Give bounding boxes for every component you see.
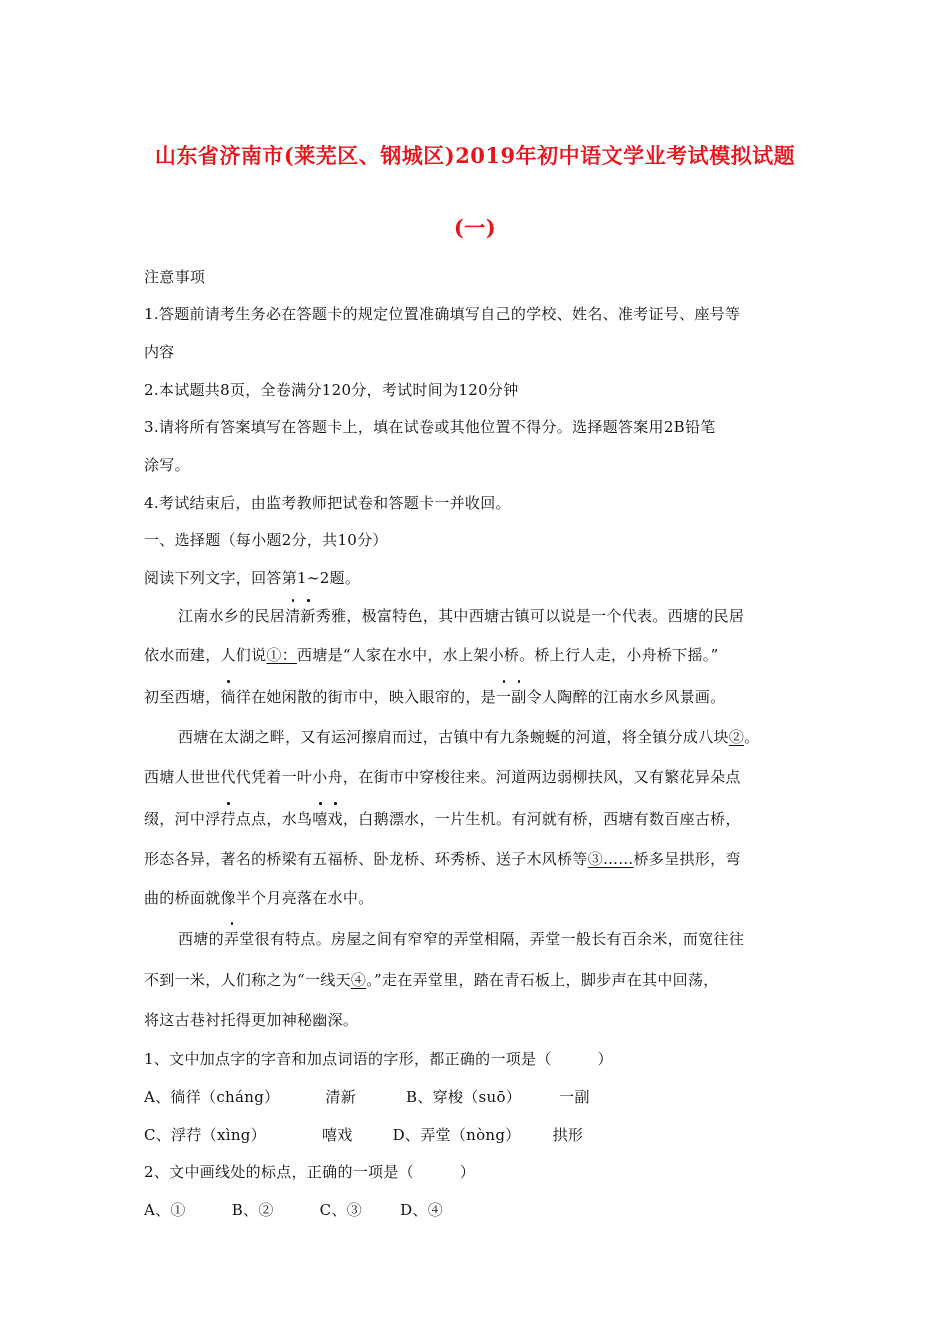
dotted-char: 戏 (327, 810, 343, 828)
passage-line (178, 726, 759, 747)
reading-instruction: 阅读下列文字，回答第1~2题。 (144, 569, 361, 587)
passage-line: 曲的桥面就像半个月亮落在水中。 (144, 889, 374, 907)
dotted-char: 徜 (220, 688, 236, 706)
text-segment: 初至西塘， (144, 688, 221, 706)
text-segment: 西塘是“人家在水中，水上架小桥。桥上行人走，小舟桥下摇。” (297, 646, 719, 664)
dotted-char: 新 (300, 607, 316, 625)
option-a-word: 清新 (325, 1088, 357, 1106)
dotted-char: 嘻 (312, 810, 328, 828)
exam-title: 山东省济南市(莱芜区、钢城区)2019年初中语文学业考试模拟试题 (154, 143, 796, 168)
option-b: B、穿梭（suō） (406, 1088, 522, 1106)
notes-heading: 注意事项 (144, 268, 206, 286)
option-b: B、② (231, 1201, 274, 1219)
question-1-options-cd (144, 1124, 583, 1145)
option-d: D、弄堂（nòng） (392, 1126, 521, 1144)
text-segment: 江南水乡的民居 (178, 607, 286, 625)
question-2-options (144, 1199, 443, 1220)
text-segment: 令人陶醉的江南水乡风景画。 (526, 688, 726, 706)
note-4: 4.考试结束后，由监考教师把试卷和答题卡一并收回。 (144, 494, 511, 512)
question-2: 2、文中画线处的标点，正确的一项是（ ） (144, 1163, 476, 1181)
exam-title-number: (一) (453, 215, 497, 240)
dotted-char: 弄 (223, 930, 240, 948)
option-a: A、① (144, 1201, 186, 1219)
option-c-word: 嘻戏 (322, 1126, 353, 1144)
text-segment: 西塘在太湖之畔，又有运河擦肩而过，古镇中有九条蜿蜒的河道，将全镇分成八块 (178, 728, 729, 746)
option-c: C、③ (319, 1201, 363, 1219)
dotted-char: 荇 (220, 810, 236, 828)
text-segment: 点点，水鸟 (235, 810, 313, 828)
passage-line (178, 928, 744, 949)
text-segment: 桥多呈拱形，弯 (633, 850, 741, 868)
passage-line (144, 686, 725, 707)
text-segment: 秀雅，极富特色，其中西塘古镇可以说是一个代表。西塘的民居 (315, 607, 745, 625)
note-2: 2.本试题共8页，全卷满分120分，考试时间为120分钟 (144, 381, 519, 399)
passage-line (144, 969, 719, 990)
text-segment: 堂很有特点。房屋之间有窄窄的弄堂相隔，弄堂一般长有百余米，而宽往往 (239, 930, 745, 948)
text-segment: 。”走在弄堂里，踏在青石板上，脚步声在其中回荡， (366, 971, 719, 989)
note-1-cont: 内容 (144, 343, 175, 361)
section-heading: 一、选择题（每小题2分，共10分） (144, 531, 388, 549)
underlined-punctuation: ①： (266, 646, 298, 664)
option-d-word: 拱形 (552, 1126, 584, 1144)
note-3-cont: 涂写。 (144, 456, 190, 474)
passage-line: 将这古巷衬托得更加神秘幽深。 (144, 1011, 359, 1029)
note-1: 1.答题前请考生务必在答题卡的规定位置准确填写自己的学校、姓名、准考证号、座号等 (144, 305, 741, 323)
question-1: 1、文中加点字的字音和加点词语的字形，都正确的一项是（ ） (144, 1050, 613, 1068)
passage-line (144, 808, 741, 829)
text-segment: ，白鹅漂水，一片生机。有河就有桥，西塘有数百座古桥， (342, 810, 741, 828)
passage-line (144, 644, 719, 665)
passage-line: 西塘人世世代代凭着一叶小舟，在街市中穿梭往来。河道两边弱柳扶风，又有繁花异朵点 (144, 768, 741, 786)
option-d: D、④ (400, 1201, 443, 1219)
text-segment: 。 (744, 728, 760, 746)
passage-line (144, 848, 741, 869)
note-3: 3.请将所有答案填写在答题卡上，填在试卷或其他位置不得分。选择题答案用2B铅笔 (144, 418, 716, 436)
option-a: A、徜徉（cháng） (144, 1088, 280, 1106)
underlined-punctuation: ② (728, 728, 745, 746)
text-segment: 依水而建，人们说 (144, 646, 267, 664)
option-b-word: 一副 (559, 1088, 590, 1106)
underlined-punctuation: ④ (350, 971, 367, 989)
underlined-punctuation: ③…… (587, 850, 634, 868)
dotted-char: 一 (495, 688, 512, 706)
text-segment: 缀，河中浮 (144, 810, 221, 828)
passage-line (178, 605, 744, 626)
question-1-options-ab (144, 1086, 590, 1107)
dotted-char: 副 (511, 688, 527, 706)
text-segment: 不到一米，人们称之为“一线天 (144, 971, 351, 989)
text-segment: 徉在她闲散的街市中，映入眼帘的，是 (235, 688, 496, 706)
dotted-char: 清 (285, 607, 301, 625)
text-segment: 西塘的 (178, 930, 224, 948)
text-segment: 形态各异，著名的桥梁有五福桥、卧龙桥、环秀桥、送子木风桥等 (144, 850, 588, 868)
option-c: C、浮荇（xìng） (144, 1126, 266, 1144)
